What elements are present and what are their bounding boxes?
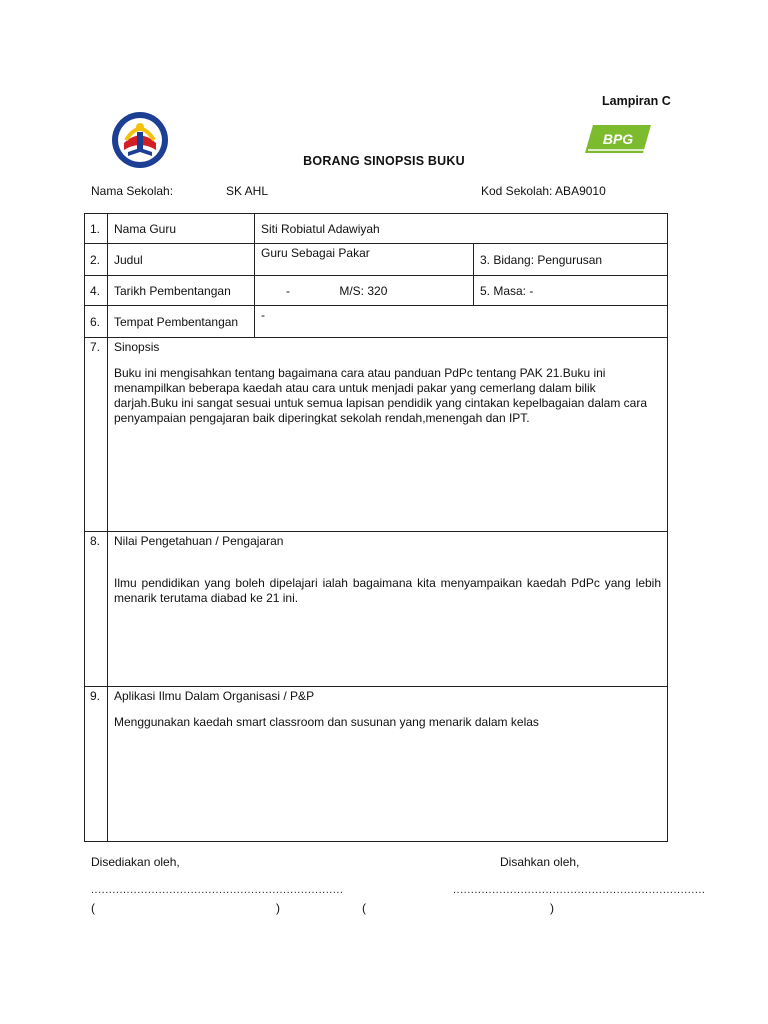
presentation-date-cell	[255, 276, 474, 306]
row-number: 7.	[85, 338, 108, 532]
row-presentation-place	[85, 306, 668, 338]
bpg-logo-text: BPG	[602, 131, 634, 147]
approved-paren-close: )	[550, 901, 554, 915]
presentation-date-value: -	[286, 283, 290, 298]
approved-paren-open: (	[362, 901, 366, 915]
synopsis-text: Buku ini mengisahkan tentang bagaimana cara atau panduan PdPc tentang PAK 21.Buku ini menampilkan beberapa kaedah atau cara untuk menjadi pakar yang cemerlang dalam bilik darjah.Buku ini sangat sesuai untuk semua lapisan pendidik yang cintakan kepelbagaian dalam cara penyampaian pengajaran baik diperingkat sekolah rendah,menengah dan IPT.	[114, 366, 648, 425]
row-presentation-date	[85, 276, 668, 306]
knowledge-value-label: Nilai Pengetahuan / Pengajaran	[114, 534, 284, 548]
row-number: 1.	[85, 214, 108, 244]
row-number: 2.	[85, 244, 108, 276]
row-number: 8.	[85, 532, 108, 687]
prepared-paren-open: (	[91, 901, 95, 915]
application-cell	[108, 687, 668, 842]
approved-signature-line: .......................................................................	[453, 884, 706, 896]
title-value: Guru Sebagai Pakar	[255, 244, 474, 276]
synopsis-form-table	[84, 213, 668, 842]
presentation-place-value: -	[255, 306, 668, 338]
title-label: Judul	[108, 244, 255, 276]
field-value: 3. Bidang: Pengurusan	[474, 244, 668, 276]
presentation-date-label: Tarikh Pembentangan	[108, 276, 255, 306]
synopsis-cell	[108, 338, 668, 532]
knowledge-value-cell	[108, 532, 668, 687]
prepared-by-label: Disediakan oleh,	[91, 855, 180, 869]
row-synopsis	[85, 338, 668, 532]
row-teacher-name	[85, 214, 668, 244]
prepared-paren-close: )	[276, 901, 280, 915]
school-name-value: SK AHL	[226, 184, 269, 198]
application-label: Aplikasi Ilmu Dalam Organisasi / P&P	[114, 689, 315, 703]
school-code: Kod Sekolah: ABA9010	[481, 184, 606, 198]
row-number: 4.	[85, 276, 108, 306]
row-knowledge-value	[85, 532, 668, 687]
annex-label: Lampiran C	[602, 94, 671, 108]
page-number-value: M/S: 320	[339, 283, 388, 298]
school-name-label: Nama Sekolah:	[91, 184, 174, 198]
knowledge-value-text: Ilmu pendidikan yang boleh dipelajari ialah bagaimana kita menyampaikan kaedah PdPc yang lebih menarik terutama diabad ke 21 ini.	[114, 576, 662, 605]
presentation-place-label: Tempat Pembentangan	[108, 306, 255, 338]
form-title: BORANG SINOPSIS BUKU	[303, 154, 465, 168]
synopsis-label: Sinopsis	[114, 340, 160, 354]
row-title	[85, 244, 668, 276]
application-text: Menggunakan kaedah smart classroom dan susunan yang menarik dalam kelas	[114, 715, 539, 729]
duration-value: 5. Masa: -	[474, 276, 668, 306]
prepared-signature-line: .......................................................................	[91, 884, 344, 896]
teacher-name-value: Siti Robiatul Adawiyah	[255, 214, 668, 244]
bpg-logo	[585, 121, 651, 157]
row-application	[85, 687, 668, 842]
approved-by-label: Disahkan oleh,	[500, 855, 580, 869]
row-number: 9.	[85, 687, 108, 842]
row-number: 6.	[85, 306, 108, 338]
teacher-name-label: Nama Guru	[108, 214, 255, 244]
